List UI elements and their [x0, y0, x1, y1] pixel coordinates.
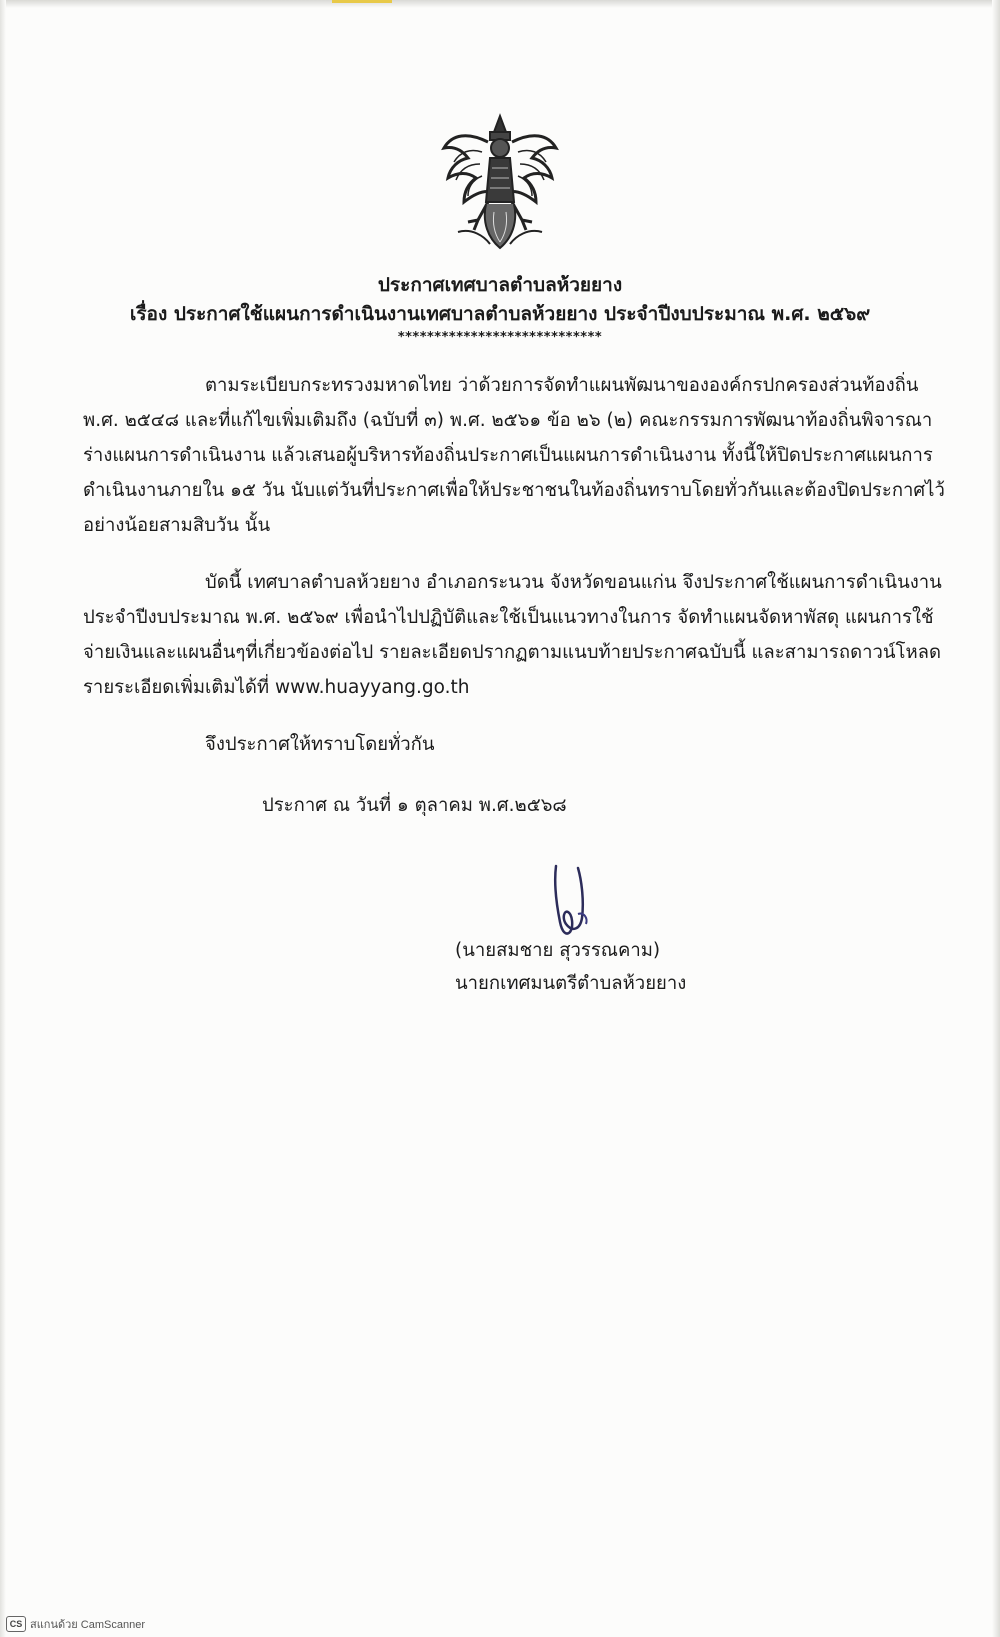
scan-edge: [0, 0, 6, 1637]
paragraph-1-line: อย่างน้อยสามสิบวัน นั้น: [83, 515, 271, 536]
paragraph-2-line: จ่ายเงินและแผนอื่นๆที่เกี่ยวข้องต่อไป รายละเอียดปรากฏตามแนบท้ายประกาศฉบับนี้ และสามารถดาวน์โหลด: [83, 642, 941, 663]
signer-position: นายกเทศมนตรีตำบลห้วยยาง: [455, 973, 687, 994]
document-title: ประกาศเทศบาลตำบลห้วยยาง: [377, 274, 623, 296]
scan-mark: [332, 0, 392, 3]
paragraph-1-line: ร่างแผนการดำเนินงาน แล้วเสนอผู้บริหารท้องถิ่นประกาศเป็นแผนการดำเนินงาน ทั้งนี้ให้ปิดประกาศแผนการ: [83, 445, 933, 466]
camscanner-footer: [6, 1615, 145, 1633]
paragraph-2-line: บัดนี้ เทศบาลตำบลห้วยยาง อำเภอกระนวน จังหวัดขอนแก่น จึงประกาศใช้แผนการดำเนินงาน: [205, 572, 942, 593]
separator-stars: ****************************: [397, 330, 603, 345]
camscanner-text: สแกนด้วย CamScanner: [30, 1619, 146, 1631]
scan-edge: [0, 0, 1000, 8]
scan-edge: [992, 0, 1000, 1637]
camscanner-logo-icon: CS: [6, 1616, 26, 1632]
paragraph-1-line: ตามระเบียบกระทรวงมหาดไทย ว่าด้วยการจัดทำแผนพัฒนาขององค์กรปกครองส่วนท้องถิ่น: [205, 375, 919, 396]
signer-name: (นายสมชาย สุวรรณคาม): [455, 940, 661, 961]
document-subject: เรื่อง ประกาศใช้แผนการดำเนินงานเทศบาลตำบลห้วยยาง ประจำปีงบประมาณ พ.ศ. ๒๕๖๙: [129, 303, 871, 325]
garuda-emblem-icon: [438, 112, 563, 252]
announce-date: ประกาศ ณ วันที่ ๑ ตุลาคม พ.ศ.๒๕๖๘: [262, 795, 567, 816]
paragraph-1-line: พ.ศ. ๒๕๔๘ และที่แก้ไขเพิ่มเติมถึง (ฉบับที่ ๓) พ.ศ. ๒๕๖๑ ข้อ ๒๖ (๒) คณะกรรมการพัฒนาท้องถิ่นพิจารณา: [83, 410, 933, 431]
paragraph-2-line: รายระเอียดเพิ่มเติมได้ที่ www.huayyang.go.th: [83, 677, 470, 698]
paragraph-2-line: ประจำปีงบประมาณ พ.ศ. ๒๕๖๙ เพื่อนำไปปฏิบัติและใช้เป็นแนวทางในการ จัดทำแผนจัดหาพัสดุ แผนการใช้: [83, 607, 934, 628]
announce-closing: จึงประกาศให้ทราบโดยทั่วกัน: [205, 734, 435, 755]
signature-mark: [548, 862, 598, 942]
paragraph-1-line: ดำเนินงานภายใน ๑๕ วัน นับแต่วันที่ประกาศเพื่อให้ประชาชนในท้องถิ่นทราบโดยทั่วกันและต้องปิดประกาศไว้: [83, 480, 945, 501]
